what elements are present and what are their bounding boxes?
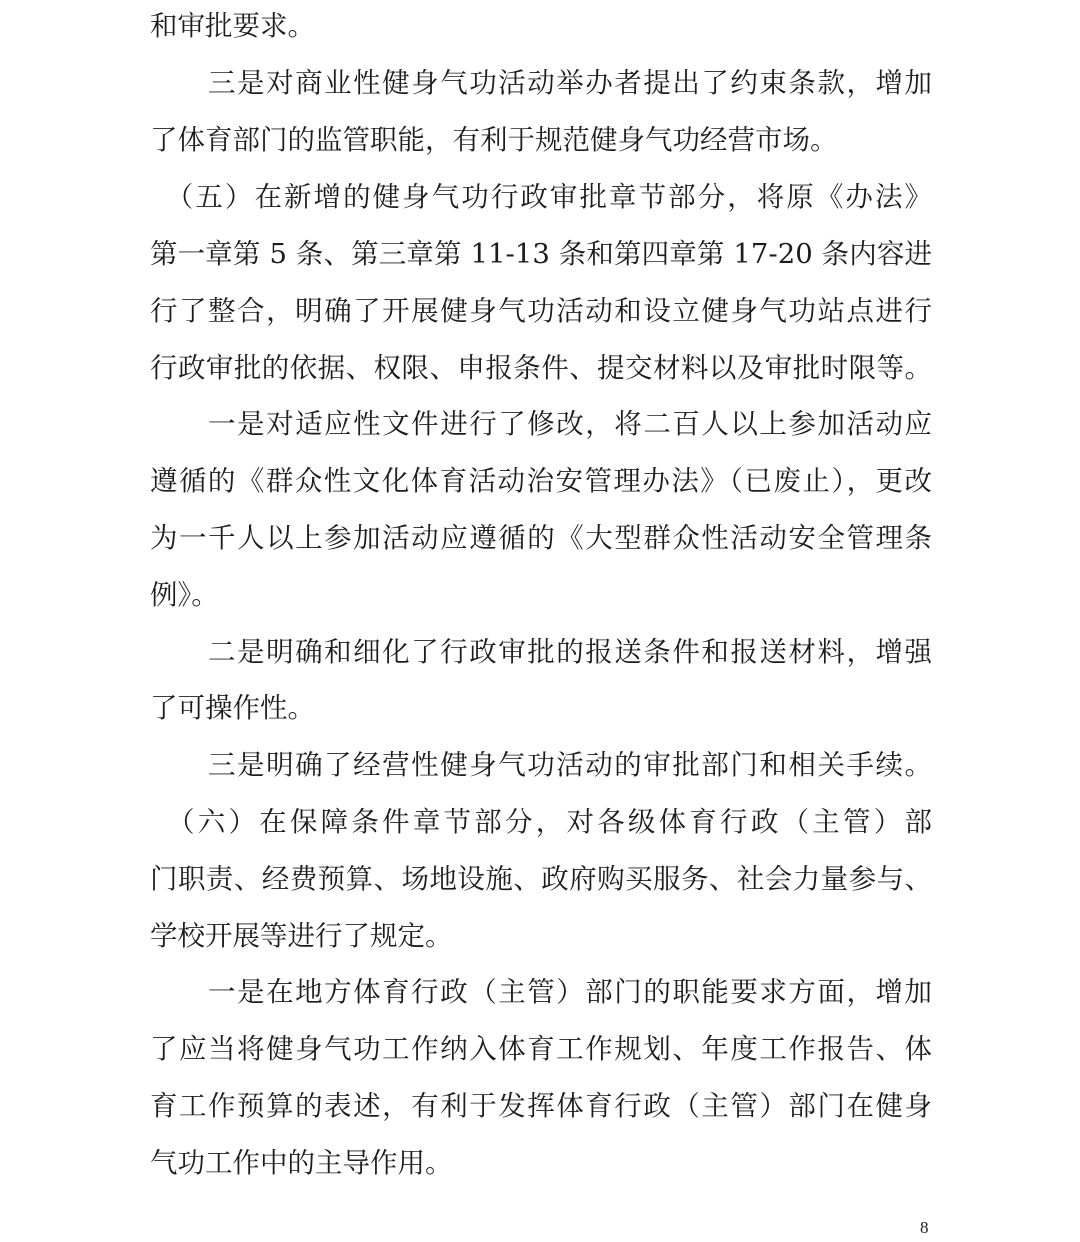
text-line: 行了整合，明确了开展健身气功活动和设立健身气功站点进行 [150, 295, 932, 327]
text-line: 三是对商业性健身气功活动举办者提出了约束条款，增加 [150, 67, 932, 99]
text-line: 一是在地方体育行政（主管）部门的职能要求方面，增加 [150, 976, 932, 1008]
text-line: （五）在新增的健身气功行政审批章节部分，将原《办法》 [150, 181, 932, 213]
text-line: 一是对适应性文件进行了修改，将二百人以上参加活动应 [150, 408, 932, 440]
text-line: 了可操作性。 [150, 692, 315, 724]
text-line: 了体育部门的监管职能，有利于规范健身气功经营市场。 [150, 124, 838, 156]
text-line: 气功工作中的主导作用。 [150, 1147, 453, 1179]
page-number: 8 [920, 1218, 929, 1237]
text-line: （六）在保障条件章节部分，对各级体育行政（主管）部 [150, 806, 932, 838]
text-line: 了应当将健身气功工作纳入体育工作规划、年度工作报告、体 [150, 1033, 932, 1065]
text-line: 第一章第 5 条、第三章第 11-13 条和第四章第 17-20 条内容进 [150, 238, 932, 270]
text-line: 和审批要求。 [150, 10, 315, 42]
text-line: 门职责、经费预算、场地设施、政府购买服务、社会力量参与、 [150, 863, 932, 895]
text-line: 例》。 [150, 579, 219, 611]
text-line: 为一千人以上参加活动应遵循的《大型群众性活动安全管理条 [150, 522, 932, 554]
text-line: 行政审批的依据、权限、申报条件、提交材料以及审批时限等。 [150, 352, 932, 384]
text-line: 遵循的《群众性文化体育活动治安管理办法》（已废止），更改 [150, 465, 932, 497]
text-line: 学校开展等进行了规定。 [150, 920, 453, 952]
text-line: 二是明确和细化了行政审批的报送条件和报送材料，增强 [150, 636, 932, 668]
text-line: 育工作预算的表述，有利于发挥体育行政（主管）部门在健身 [150, 1090, 932, 1122]
text-line: 三是明确了经营性健身气功活动的审批部门和相关手续。 [150, 749, 932, 781]
